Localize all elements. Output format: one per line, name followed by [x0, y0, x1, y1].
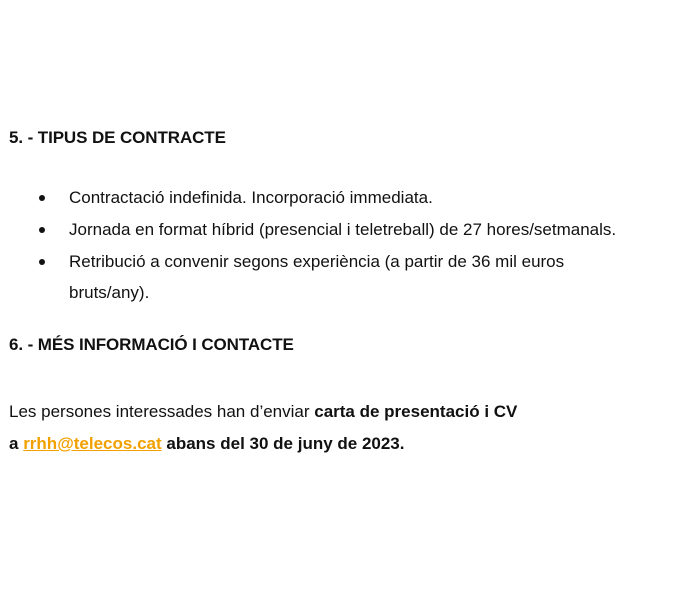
list-item-text: Contractació indefinida. Incorporació immediata.: [69, 188, 433, 207]
contact-emphasis: carta de presentació i CV: [314, 402, 518, 421]
list-item-text: Retribució a convenir segons experiència (a partir de 36 mil euros bruts/any).: [69, 252, 565, 302]
contract-type-list: [0, 182, 675, 309]
list-item: [0, 182, 675, 213]
contact-intro: Les persones interessades han d’enviar: [9, 402, 315, 421]
contact-prefix: a: [9, 434, 24, 453]
list-item: [0, 214, 675, 245]
email-link[interactable]: rrhh@telecos.cat: [23, 434, 162, 453]
section-5-heading: 5. - TIPUS DE CONTRACTE: [9, 128, 226, 147]
list-item: [0, 246, 675, 308]
bullet-icon: [39, 227, 45, 233]
section-6-heading: 6. - MÉS INFORMACIÓ I CONTACTE: [9, 335, 294, 354]
bullet-icon: [39, 259, 45, 265]
list-item-text: Jornada en format híbrid (presencial i teletreball) de 27 hores/setmanals.: [69, 220, 617, 239]
bullet-icon: [39, 195, 45, 201]
contact-paragraph: [9, 396, 629, 460]
contact-deadline: abans del 30 de juny de 2023.: [161, 434, 405, 453]
